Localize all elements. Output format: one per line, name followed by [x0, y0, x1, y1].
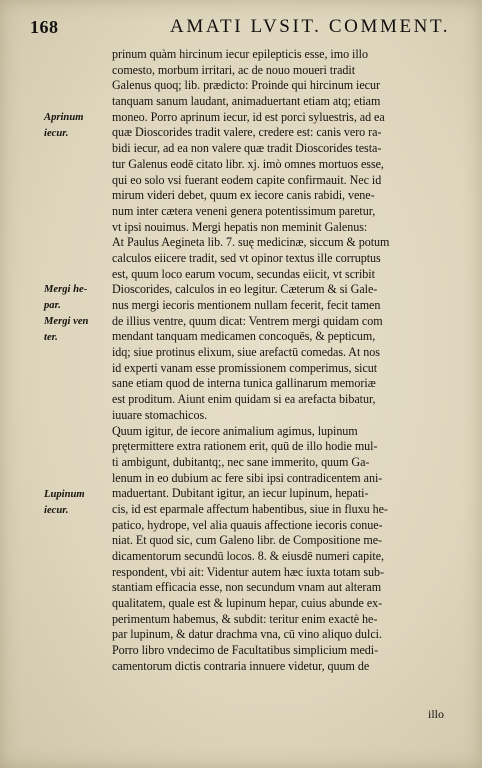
- text-line: ti ambigunt, dubitantq;, nec sane immerito, quum Ga-: [112, 454, 370, 469]
- text-line: prinum quàm hircinum iecur epilepticis esse, imo illo: [112, 47, 368, 61]
- text-line: moneo. Porro aprinum iecur, id est porci syluestris, ad ea: [112, 109, 385, 124]
- text-line: vt ipsi nouimus. Mergi hepatis non meminit Galenus:: [112, 219, 368, 234]
- text-line: Galenus quoq; lib. prædicto: Proinde qui hircinum iecur: [112, 78, 380, 93]
- page-header: [30, 16, 458, 40]
- margin-note-line: Mergi ven: [44, 316, 89, 327]
- catchword: illo: [428, 707, 445, 721]
- margin-note-line: Lupinum: [44, 489, 85, 500]
- text-line: qualitatem, quale est & lupinum hepar, cuius abunde ex-: [112, 596, 383, 611]
- margin-note-line: Mergi he-: [44, 284, 88, 295]
- margin-note-line: iecur.: [44, 504, 69, 516]
- text-line: Quum igitur, de iecore animalium agimus, lupinum: [112, 423, 358, 438]
- body-text: [112, 47, 452, 675]
- text-line: nus mergi iecoris mentionem nullam fecerit, fecit tamen: [112, 298, 381, 312]
- text-line: niat. Et quod sic, cum Galeno libr. de Compositione me-: [112, 533, 382, 548]
- text-line: tur Galenus eodē citato libr. xj. imò omnes mortuos esse,: [112, 156, 384, 171]
- margin-note-line: ter.: [44, 331, 58, 343]
- text-line: Dioscorides, calculos in eo legitur. Cæterum & si Gale-: [112, 282, 378, 297]
- text-line: calculos eiicere tradit, sed vt opinor textus ille corruptus: [112, 250, 381, 265]
- text-line: camentorum dictis contraria innuere videtur, quum de: [112, 658, 370, 673]
- text-line: At Paulus Aegineta lib. 7. suę medicinæ, siccum & potum: [112, 235, 390, 250]
- text-line: est proditum. Aiunt enim quidam si ea arefacta bibatur,: [112, 392, 376, 407]
- text-line: lenum in eo dubium ac fere sibi ipsi contradicentem ani-: [112, 470, 383, 485]
- text-line: respondent, vbi ait: Videntur autem hæc iuxta totam sub-: [112, 564, 385, 579]
- text-line: bidi iecur, ad ea non valere quæ tradit Dioscorides testa-: [112, 141, 382, 156]
- text-line: mirum videri debet, quum ex iecore canis rabidi, vene-: [112, 188, 375, 203]
- text-line: stantiam efficacia esse, non secundum vnam aut alteram: [112, 580, 382, 595]
- text-line: perimentum habemus, & subdit: teritur enim exactè he-: [112, 611, 378, 626]
- text-line: de illius ventre, quum dicat: Ventrem mergi quidam com: [112, 313, 383, 328]
- text-line: par lupinum, & datur drachma vna, cū vino aliquo dulci.: [112, 627, 382, 642]
- text-line: qui eo solo vsi fuerant eodem capite confirmauit. Nec id: [112, 172, 382, 187]
- text-line: tanquam sanum laudant, animaduertant etiam atq; etiam: [112, 94, 381, 109]
- margin-note-line: par.: [44, 299, 61, 311]
- text-line: comesto, morbum irritari, ac de nouo moueri tradit: [112, 62, 356, 77]
- text-line: mendant tanquam medicamen concoquēs, & pepticum,: [112, 329, 376, 344]
- text-line: iuuare stomachicos.: [112, 407, 208, 422]
- text-line: sane etiam quod de interna tunica gallinarum memoriæ: [112, 376, 376, 391]
- text-line: Porro libro vndecimo de Facultatibus simplicium medi-: [112, 643, 379, 658]
- page-number: 168: [30, 17, 59, 37]
- text-line: idq; siue protinus elixum, siue arefactū comedas. At nos: [112, 345, 380, 360]
- running-title: AMATI LVSIT. COMMENT.: [170, 16, 451, 37]
- margin-note-line: Aprinum: [44, 112, 84, 123]
- margin-note-aprinum: [44, 110, 110, 141]
- text-line: est, quum loco earum vocum, secundas eiicit, vt scribit: [112, 266, 375, 281]
- text-line: id experti vanam esse promissionem comperimus, sicut: [112, 360, 378, 375]
- text-line: maduertant. Dubitant igitur, an iecur lupinum, hepati-: [112, 486, 369, 501]
- text-line: num inter cætera veneni genera potentissimum paretur,: [112, 203, 376, 218]
- margin-note-mergi-venter: [44, 314, 110, 345]
- margin-note-lupinum: [44, 487, 110, 518]
- margin-note-mergi-hepar: [44, 282, 110, 313]
- text-line: patico, hydrope, vel alia quauis affectione iecoris conue-: [112, 517, 383, 532]
- margin-note-line: iecur.: [44, 127, 69, 139]
- text-line: cis, id est eparmale affectum habentibus, siue in fluxu he-: [112, 501, 388, 516]
- text-line: prętermittere extra rationem erit, quū de illo hodie mul-: [112, 439, 378, 454]
- text-line: dicamentorum secundū locos. 8. & eiusdē numeri capite,: [112, 549, 385, 563]
- text-line: quæ Dioscorides tradit valere, credere est: canis vero ra-: [112, 125, 382, 140]
